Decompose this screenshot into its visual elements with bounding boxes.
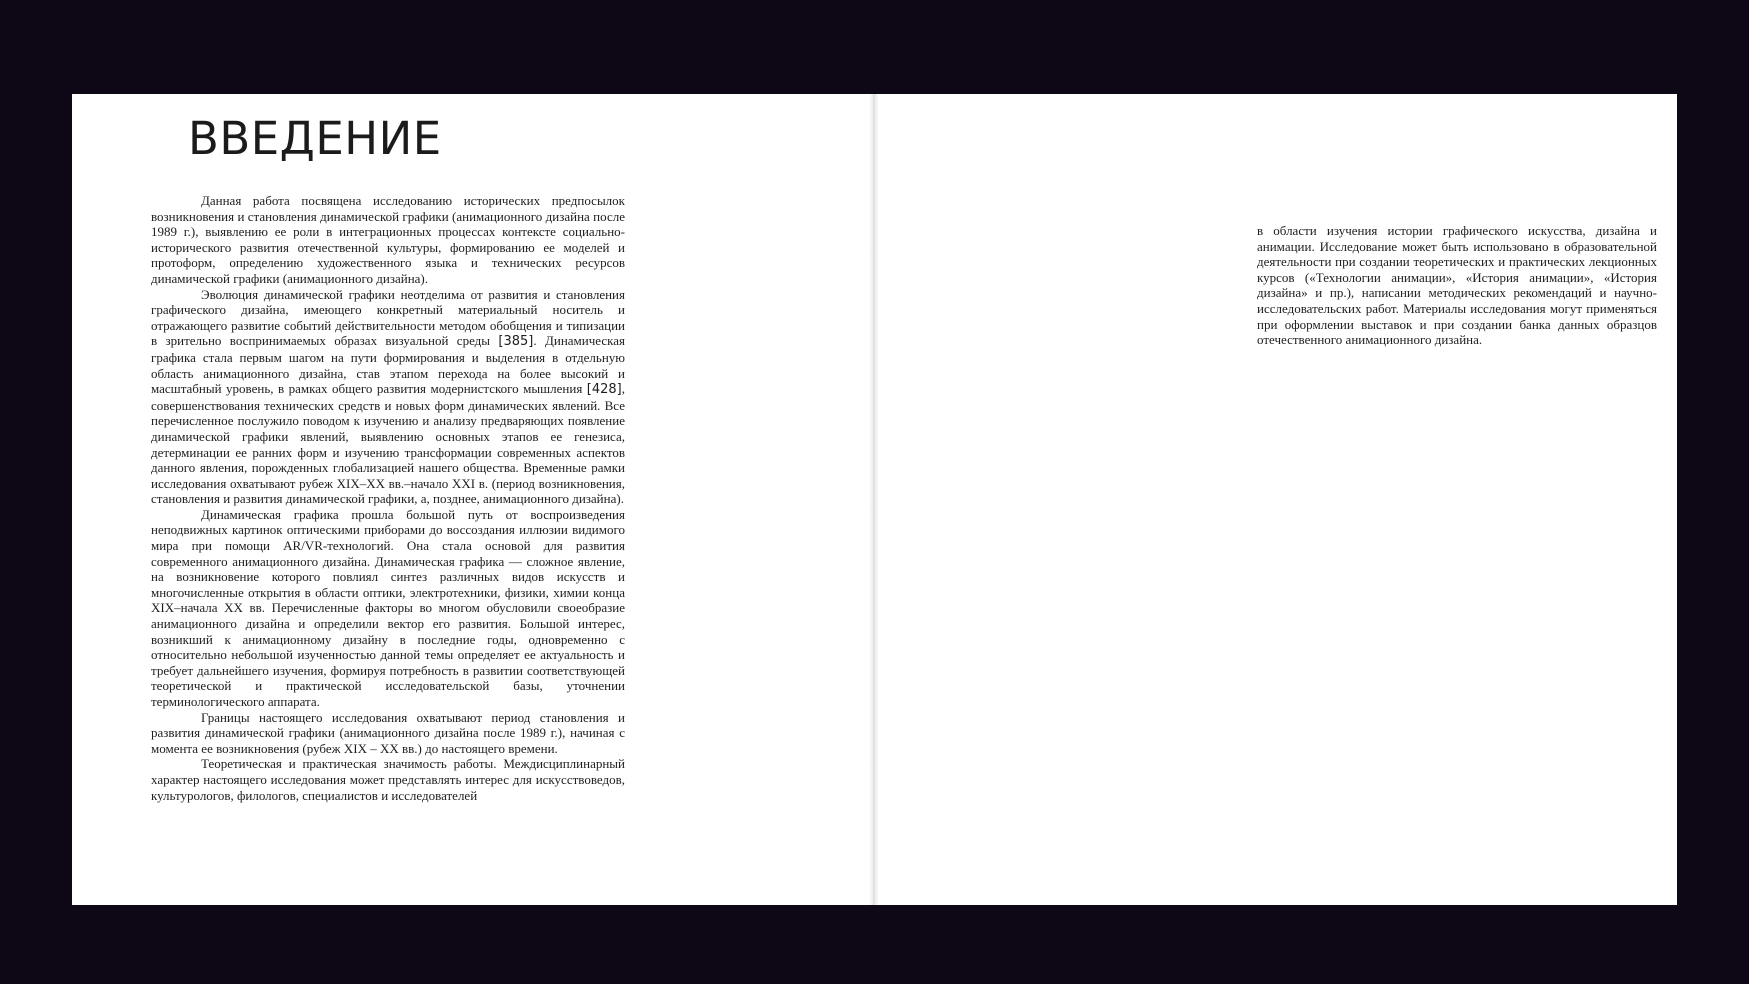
paragraph-text: , совершенствования технических средств и новых форм динамических явлений. Все перечисленное послужило поводом к изучению и анализу предваряющих появление динамической графики явлений, выявлению основных этапов ее генезиса, детерминации ее ранних форм и изучению трансформации современных аспектов данного явления, порожденных глобализацией нашего общества. Временные рамки исследования охватывают рубеж XIX–XX вв.–начало XXI в. (период возникновения, становления и развития динамической графики, а, позднее, анимационного дизайна). bbox=[151, 381, 625, 507]
book-spread bbox=[72, 94, 1677, 905]
left-page bbox=[72, 94, 871, 905]
paragraph-text: . Динамическая графика стала первым шагом на пути формирования и выделения в отдельную область анимационного дизайна, став этапом перехода на более высокий и масштабный уровень, в рамках общего развития модернистского мышления bbox=[151, 333, 626, 397]
body-paragraph bbox=[151, 193, 625, 287]
continued-text bbox=[1257, 223, 1657, 348]
continued-paragraph: в области изучения истории графического искусства, дизайна и анимации. Исследование может быть использовано в образовательной деятельности при создании теоретических и практических лекционных курсов («Технологии анимации», «История анимации», «История дизайна» и пр.), написании методических рекомендаций и научно-исследовательских работ. Материалы исследования могут применяться при оформлении выставок и при создании банка данных образцов отечественного анимационного дизайна. bbox=[1257, 223, 1657, 348]
introduction-text bbox=[151, 193, 625, 803]
citation-reference: [385] bbox=[498, 334, 534, 350]
paragraph-text: Динамическая графика прошла большой путь от воспроизведения неподвижных картинок оптическими приборами до воссоздания иллюзии видимого мира при помощи AR/VR-технологий. Она стала основой для развития современного анимационного дизайна. Динамическая графика — сложное явление, на возникновение которого повлиял синтез различных видов искусств и многочисленные открытия в области оптики, электротехники, физики, химии конца XIX–начала XX вв. Перечисленные факторы во многом обусловили своеобразие анимационного дизайна и определили вектор его развития. Большой интерес, возникший к анимационному дизайну в последние годы, одновременно с относительно небольшой изученностью данной темы определяет ее актуальность и требует дальнейшего изучения, формируя потребность в развитии соответствующей теоретической и практической исследовательской базы, уточнении терминологического аппарата. bbox=[151, 506, 625, 709]
body-paragraph bbox=[151, 507, 625, 710]
body-paragraph bbox=[151, 287, 625, 507]
right-page bbox=[871, 94, 1677, 905]
body-paragraph bbox=[151, 710, 625, 757]
paragraph-text: Эволюция динамической графики неотделима от развития и становления графического дизайна, имеющего конкретный материальный носитель и отражающего развитие событий действительности методом обобщения и типизации в зрительно воспринимаемых образах визуальной среды bbox=[151, 286, 625, 349]
paragraph-text: Границы настоящего исследования охватывают период становления и развития динамической графики (анимационного дизайна после 1989 г.), начиная с момента ее возникновения (рубеж XIX – XX вв.) до настоящего времени. bbox=[151, 709, 625, 756]
paragraph-text: Теоретическая и практическая значимость работы. Междисциплинарный характер настоящего исследования может представлять интерес для искусствоведов, культурологов, филологов, специалистов и исследователей bbox=[151, 756, 625, 803]
page-heading: ВВЕДЕНИЕ bbox=[188, 112, 442, 165]
paragraph-text: Данная работа посвящена исследованию исторических предпосылок возникновения и становления динамической графики (анимационного дизайна после 1989 г.), выявлению ее роли в интеграционных процессах контексте социально-исторического развития отечественной культуры, формированию ее моделей и протоформ, определению художественного языка и технических ресурсов динамической графики (анимационного дизайна). bbox=[151, 193, 625, 286]
citation-reference: [428] bbox=[586, 382, 622, 398]
body-paragraph bbox=[151, 756, 625, 803]
